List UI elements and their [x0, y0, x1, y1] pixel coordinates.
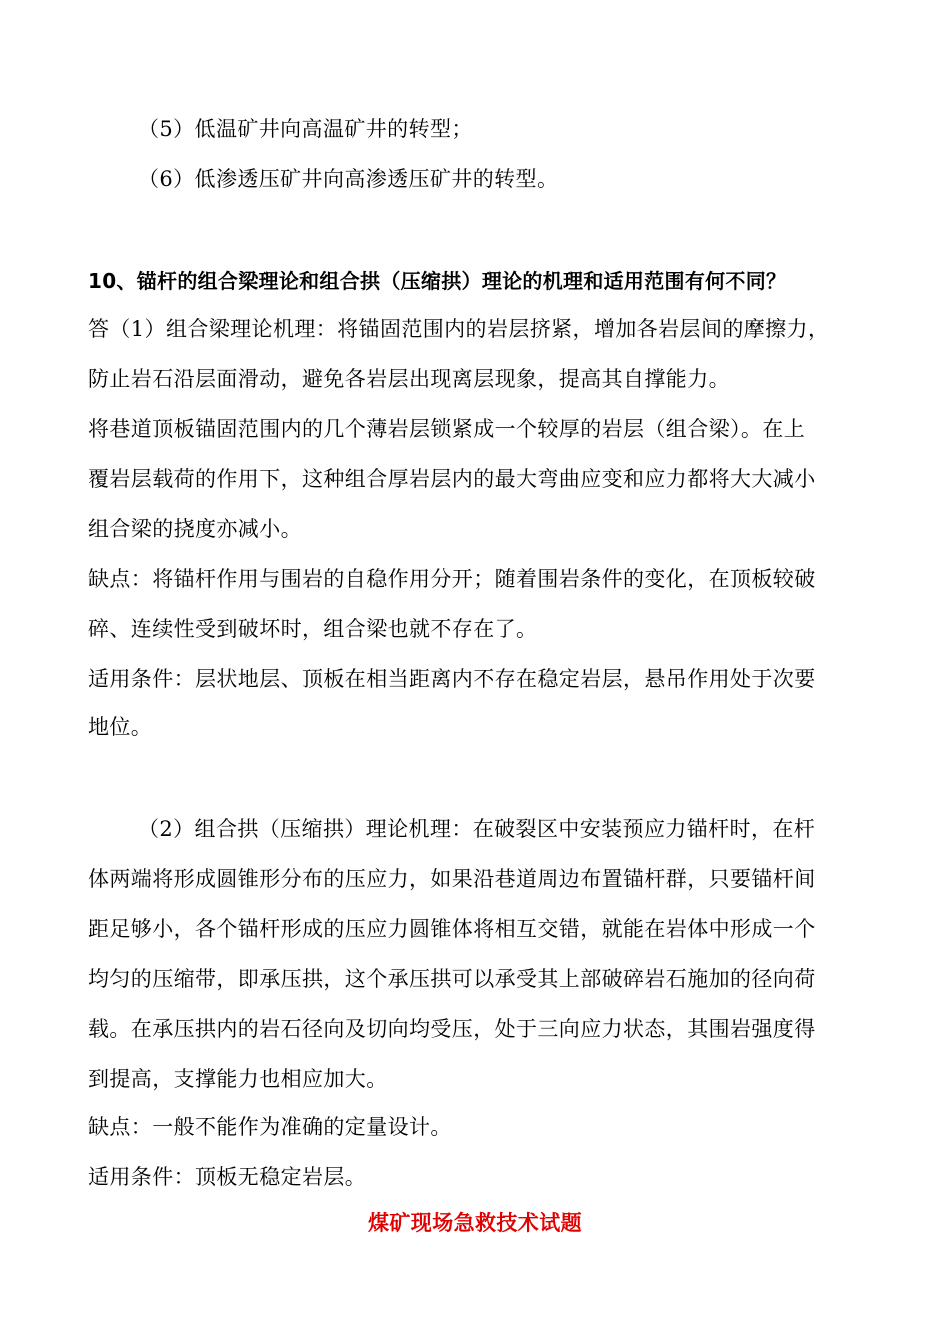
answer-line: 缺点：一般不能作为准确的定量设计。: [88, 1115, 452, 1139]
answer-line: 防止岩石沿层面滑动，避免各岩层出现离层现象，提高其自撑能力。: [88, 367, 730, 391]
list-item-5: （5）低温矿井向高温矿井的转型；: [138, 117, 473, 141]
answer-line: 载。在承压拱内的岩石径向及切向均受压，处于三向应力状态，其围岩强度得: [88, 1017, 816, 1041]
answer-line: 答（1）组合梁理论机理：将锚固范围内的岩层挤紧，增加各岩层间的摩擦力，: [88, 317, 830, 341]
answer-line: 地位。: [88, 715, 153, 739]
question-heading: 10、锚杆的组合梁理论和组合拱（压缩拱）理论的机理和适用范围有何不同？: [88, 269, 787, 293]
answer-line: 到提高，支撑能力也相应加大。: [88, 1067, 388, 1091]
answer-line: 适用条件：顶板无稳定岩层。: [88, 1165, 367, 1189]
answer-line: 碎、连续性受到破坏时，组合梁也就不存在了。: [88, 617, 538, 641]
answer-line: 适用条件：层状地层、顶板在相当距离内不存在稳定岩层，悬吊作用处于次要: [88, 667, 816, 691]
list-item-6: （6）低渗透压矿井向高渗透压矿井的转型。: [138, 167, 559, 191]
answer-line: （2）组合拱（压缩拱）理论机理：在破裂区中安装预应力锚杆时，在杆: [138, 817, 816, 841]
answer-line: 距足够小，各个锚杆形成的压应力圆锥体将相互交错，就能在岩体中形成一个: [88, 917, 816, 941]
answer-line: 组合梁的挠度亦减小。: [88, 517, 302, 541]
answer-line: 体两端将形成圆锥形分布的压应力，如果沿巷道周边布置锚杆群，只要锚杆间: [88, 867, 816, 891]
answer-line: 均匀的压缩带，即承压拱，这个承压拱可以承受其上部破碎岩石施加的径向荷: [88, 967, 816, 991]
answer-line: 缺点：将锚杆作用与围岩的自稳作用分开；随着围岩条件的变化，在顶板较破: [88, 567, 816, 591]
answer-line: 覆岩层载荷的作用下，这种组合厚岩层内的最大弯曲应变和应力都将大大减小: [88, 467, 816, 491]
section-title: 煤矿现场急救技术试题: [368, 1211, 582, 1235]
answer-line: 将巷道顶板锚固范围内的几个薄岩层锁紧成一个较厚的岩层（组合梁）。在上: [88, 417, 806, 441]
